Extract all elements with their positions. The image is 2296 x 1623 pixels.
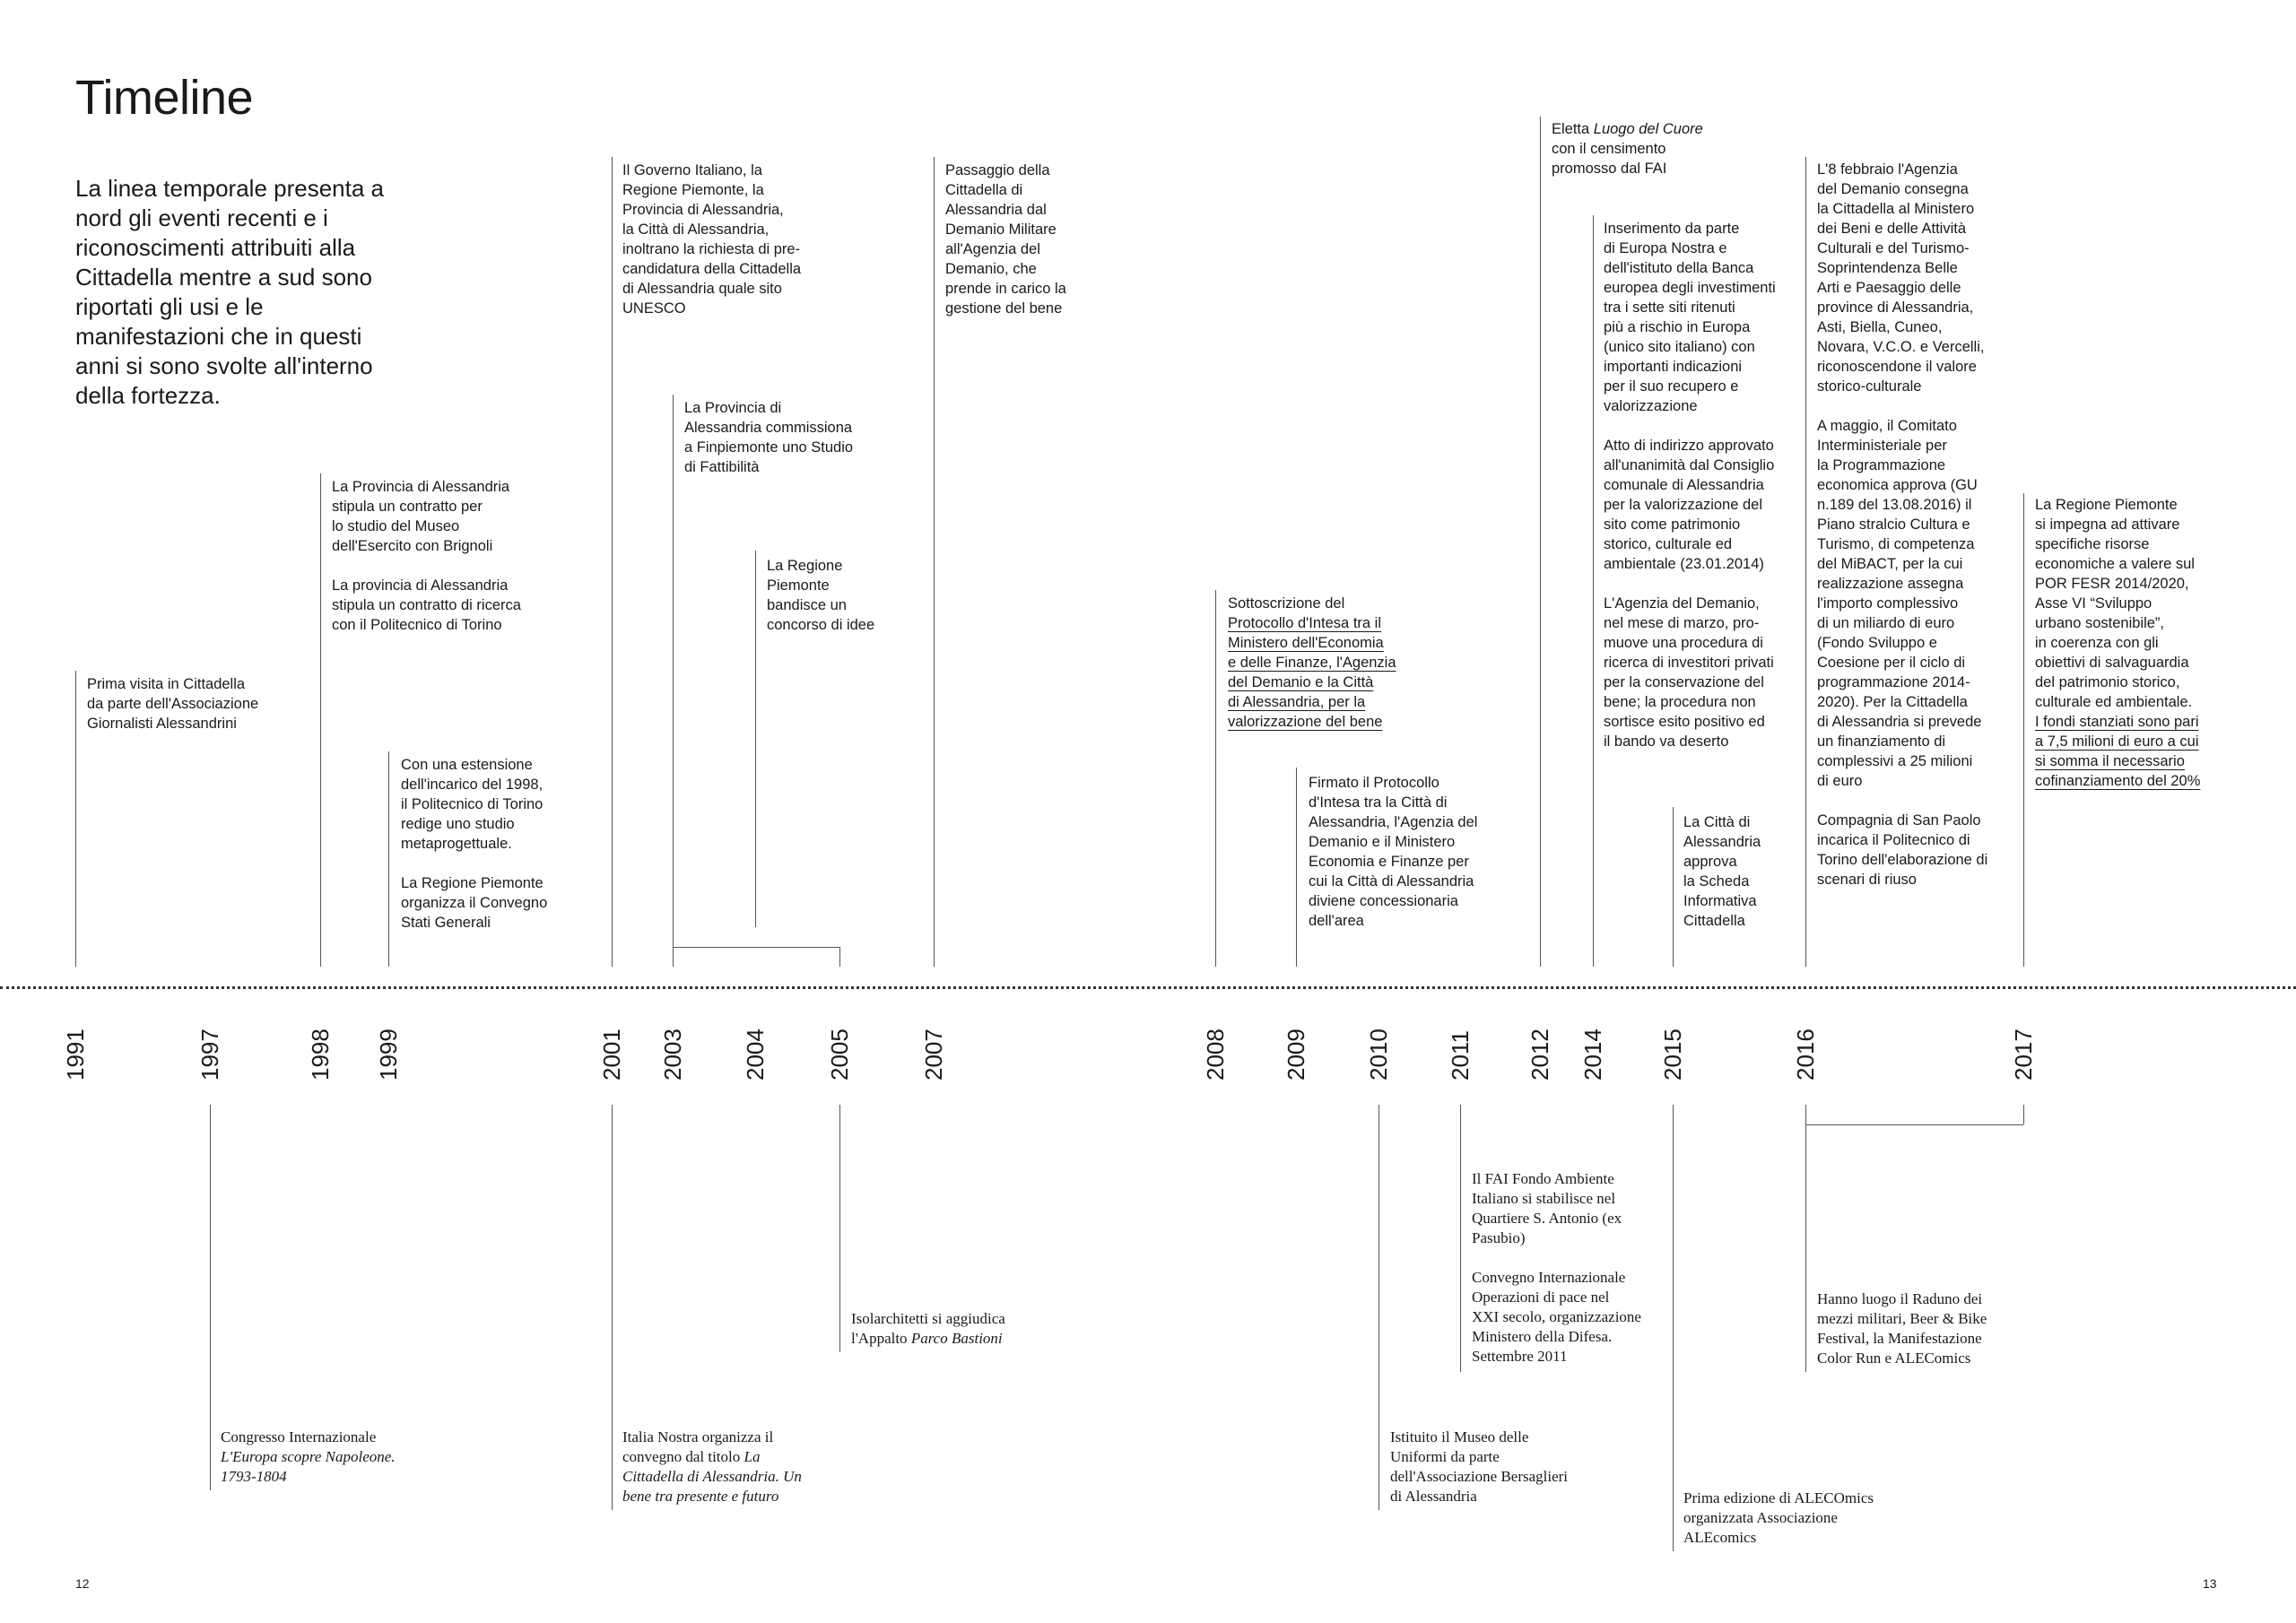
line-2015 — [1673, 807, 1674, 967]
line-2007 — [934, 157, 935, 967]
event-1998: La Provincia di Alessandria stipula un contratto per lo studio del Museo dell'Esercito con Brignoli La provincia di Alessandria stipula un contratto di ricerca con il Politecnico di Torino — [332, 479, 521, 633]
line-2014 — [1593, 215, 1594, 967]
event-2009: Firmato il Protocollo d'Intesa tra la Città di Alessandria, l'Agenzia del Demanio e il Ministero Economia e Finanze per cui la Città di Alessandria diviene concessionaria dell'area — [1309, 775, 1478, 929]
line-2004 — [755, 551, 756, 927]
fondi-link[interactable]: I fondi stanziati sono pari a 7,5 milioni di euro a cui si somma il necessario cofinanziamento del 20% — [2035, 714, 2201, 789]
line-2016 — [1805, 157, 1806, 967]
line-2001 — [612, 157, 613, 967]
sline-2001 — [612, 1105, 613, 1510]
page-title: Timeline — [75, 71, 254, 125]
sline-2016 — [1805, 1105, 1806, 1372]
line-1991 — [75, 671, 76, 967]
event-2015: La Città di Alessandria approva la Scheda Informativa Cittadella — [1683, 814, 1761, 929]
bracket-2003-2005 — [673, 947, 839, 948]
event-2008: Sottoscrizione del Protocollo d'Intesa tra il Ministero dell'Economia e delle Finanze, l'Agenzia del Demanio e la Città di Alessandria, per la valorizzazione del bene — [1228, 595, 1396, 730]
protocollo-link[interactable]: Protocollo d'Intesa tra il Ministero dell'Economia e delle Finanze, l'Agenzia del Demanio e la Città di Alessandria, per la valorizzazione del bene — [1228, 615, 1396, 730]
line-2008 — [1215, 590, 1216, 967]
event-2017: La Regione Piemonte si impegna ad attivare specifiche risorse economiche a valere sul POR FESR 2014/2020, Asse VI “Sviluppo urbano sostenibile”, in coerenza con gli obiettivi di salvaguardia del patrimonio storico, culturale ed ambientale. I fondi stanziati sono pari a 7,5 milioni di euro a cui si somma il necessario cofinanziamento del 20% — [2035, 497, 2201, 789]
south-1997: Congresso Internazionale L'Europa scopre Napoleone. 1793-1804 — [221, 1428, 396, 1485]
sline-2010 — [1378, 1105, 1379, 1510]
bracket-2016-2017 — [1805, 1124, 2023, 1125]
event-2001: Il Governo Italiano, la Regione Piemonte, la Provincia di Alessandria, la Città di Alessandria, inoltrano la richiesta di pre- candidatura della Cittadella di Alessandria quale sito UNESCO — [622, 162, 802, 317]
timeline-axis — [0, 986, 2296, 989]
event-2016: L'8 febbraio l'Agenzia del Demanio consegna la Cittadella al Ministero dei Beni e delle Attività Culturali e del Turismo- Soprintendenza Belle Arti e Paesaggio delle province di Alessandria, Asti, Biella, Cuneo, Novara, V.C.O. e Vercelli, riconoscendone il valore storico-culturale A maggio, il Comitato Interministeriale per la Programmazione economica approva (GU n.189 del 13.08.2016) il Piano stralcio Cultura e Turismo, di competenza del MiBACT, per la cui realizzazione assegna l'importo complessivo di un miliardo di euro (Fondo Sviluppo e Coesione per il ciclo di programmazione 2014- 2020). Per la Cittadella di Alessandria si prevede un finanziamento di complessivi a 25 milioni di euro Compagnia di San Paolo incarica il Politecnico di Torino dell'elaborazione di scenari di riuso — [1817, 161, 1988, 888]
event-2003: La Provincia di Alessandria commissiona a Finpiemonte uno Studio di Fattibilità — [684, 400, 854, 475]
sline-2005 — [839, 1105, 840, 1352]
south-2011: Il FAI Fondo Ambiente Italiano si stabilisce nel Quartiere S. Antonio (ex Pasubio) Convegno Internazionale Operazioni di pace nel XXI secolo, organizzazione Ministero della Difesa. Settembre 2011 — [1472, 1170, 1641, 1365]
event-1991: Prima visita in Cittadella da parte dell'Associazione Giornalisti Alessandrini — [87, 676, 259, 732]
event-1999: Con una estensione dell'incarico del 1998, il Politecnico di Torino redige uno studio metaprogettuale. La Regione Piemonte organizza il Convegno Stati Generali — [401, 757, 548, 931]
sline-2011 — [1460, 1105, 1461, 1372]
line-2003 — [673, 395, 674, 967]
line-1998 — [320, 473, 321, 967]
intro-paragraph: La linea temporale presenta a nord gli eventi recenti e i riconoscimenti attribuiti alla Cittadella mentre a sud sono riportati gli usi e le manifestazioni che in questi anni si sono svolte all'interno della fortezza. — [75, 175, 385, 409]
event-2004: La Regione Piemonte bandisce un concorso di idee — [767, 558, 875, 633]
line-2012 — [1540, 117, 1541, 967]
south-2015: Prima edizione di ALECOmics organizzata Associazione ALEcomics — [1683, 1489, 1874, 1546]
event-2014: Inserimento da parte di Europa Nostra e dell'istituto della Banca europea degli investimenti tra i sette siti ritenuti più a rischio in Europa (unico sito italiano) con importanti indicazioni per il suo recupero e valorizzazione Atto di indirizzo approvato all'unanimità dal Consiglio comunale di Alessandria per la valorizzazione del sito come patrimonio storico, culturale ed ambientale (23.01.2014) L'Agenzia del Demanio, nel mese di marzo, pro- muove una procedura di ricerca di investitori privati per la conservazione del bene; la procedura non sortisce esito positivo ed il bando va deserto — [1604, 221, 1776, 750]
page-number-right: 13 — [2203, 1576, 2217, 1591]
sline-2017-bracket — [2023, 1105, 2024, 1124]
south-2010: Istituito il Museo delle Uniformi da parte dell'Associazione Bersaglieri di Alessandria — [1390, 1428, 1569, 1505]
page-number-left: 12 — [75, 1576, 90, 1591]
south-2001: Italia Nostra organizza il convegno dal titolo La Cittadella di Alessandria. Un bene tra presente e futuro — [622, 1428, 802, 1505]
line-2017 — [2023, 493, 2024, 967]
south-2016: Hanno luogo il Raduno dei mezzi militari, Beer & Bike Festival, la Manifestazione Color Run e ALEComics — [1817, 1290, 1987, 1367]
line-2009 — [1296, 768, 1297, 967]
line-2005-bracket — [839, 947, 840, 967]
south-2005: Isolarchitetti si aggiudica l'Appalto Parco Bastioni — [851, 1310, 1005, 1347]
sline-2015 — [1673, 1105, 1674, 1551]
sline-1997 — [210, 1105, 211, 1490]
event-2012: Eletta Luogo del Cuore con il censimento promosso dal FAI — [1552, 121, 1703, 177]
event-2007: Passaggio della Cittadella di Alessandria dal Demanio Militare all'Agenzia del Demanio, che prende in carico la gestione del bene — [945, 162, 1066, 317]
line-1999 — [388, 751, 389, 967]
